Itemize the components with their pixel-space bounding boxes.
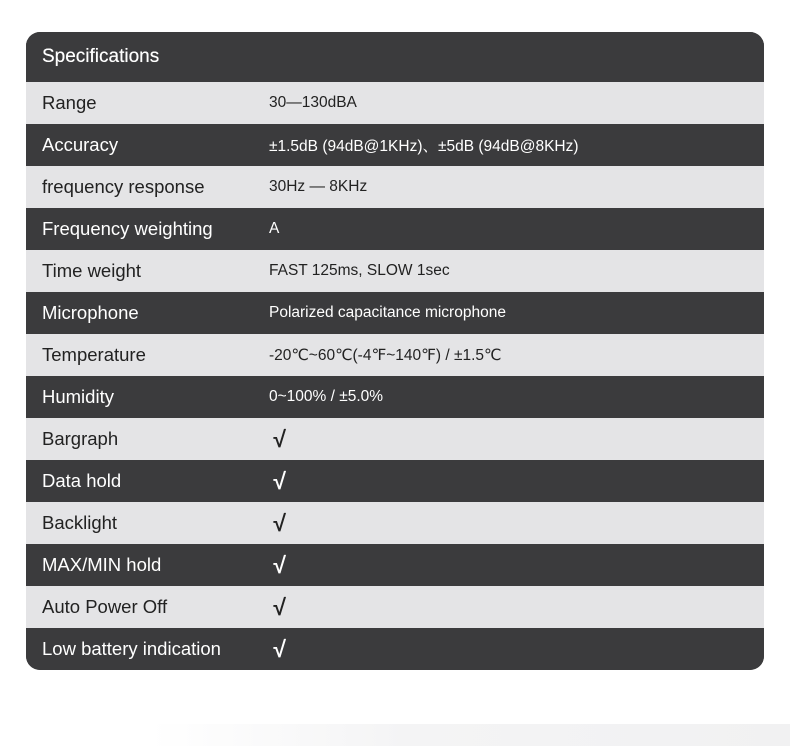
specifications-rows	[26, 82, 764, 670]
checkmark-icon: √	[272, 467, 285, 494]
spec-row-temperature	[26, 334, 764, 376]
spec-value: 0~100% / ±5.0%	[269, 388, 384, 405]
spec-row-auto-power-off	[26, 586, 764, 628]
spec-value: A	[269, 220, 280, 237]
spec-label: Data hold	[42, 470, 122, 491]
specifications-header: Specifications	[26, 32, 764, 82]
checkmark-icon: √	[272, 635, 285, 662]
spec-label: MAX/MIN hold	[42, 554, 162, 575]
spec-label: Bargraph	[42, 428, 119, 449]
spec-value: FAST 125ms, SLOW 1sec	[269, 262, 450, 279]
spec-label: Time weight	[42, 260, 142, 281]
spec-row-range	[26, 82, 764, 124]
spec-label: Microphone	[42, 302, 139, 323]
spec-row-frequency-response	[26, 166, 764, 208]
spec-row-low-battery-indication	[26, 628, 764, 670]
spec-label: Backlight	[42, 512, 118, 533]
bottom-shade	[150, 724, 790, 746]
spec-row-accuracy	[26, 124, 764, 166]
spec-row-frequency-weighting	[26, 208, 764, 250]
spec-row-backlight	[26, 502, 764, 544]
specifications-table	[26, 32, 764, 670]
spec-row-humidity	[26, 376, 764, 418]
spec-value: Polarized capacitance microphone	[269, 304, 506, 321]
spec-value: ±1.5dB (94dB@1KHz)、±5dB (94dB@8KHz)	[269, 138, 579, 155]
spec-label: Low battery indication	[42, 638, 221, 659]
spec-label: Humidity	[42, 386, 114, 407]
spec-label: Temperature	[42, 344, 146, 365]
spec-row-microphone	[26, 292, 764, 334]
spec-label: Frequency weighting	[42, 218, 213, 239]
spec-label: Range	[42, 92, 97, 113]
checkmark-icon: √	[272, 593, 285, 620]
spec-value: -20℃~60℃(-4℉~140℉) / ±1.5℃	[269, 346, 502, 364]
spec-row-max-min-hold	[26, 544, 764, 586]
checkmark-icon: √	[272, 425, 285, 452]
spec-row-data-hold	[26, 460, 764, 502]
spec-label: Auto Power Off	[42, 596, 168, 617]
spec-row-bargraph	[26, 418, 764, 460]
spec-value: 30Hz — 8KHz	[269, 178, 368, 195]
checkmark-icon: √	[272, 551, 285, 578]
spec-value: 30—130dBA	[269, 94, 357, 111]
spec-label: Accuracy	[42, 134, 119, 155]
checkmark-icon: √	[272, 509, 285, 536]
spec-label: frequency response	[42, 176, 205, 197]
spec-row-time-weight	[26, 250, 764, 292]
